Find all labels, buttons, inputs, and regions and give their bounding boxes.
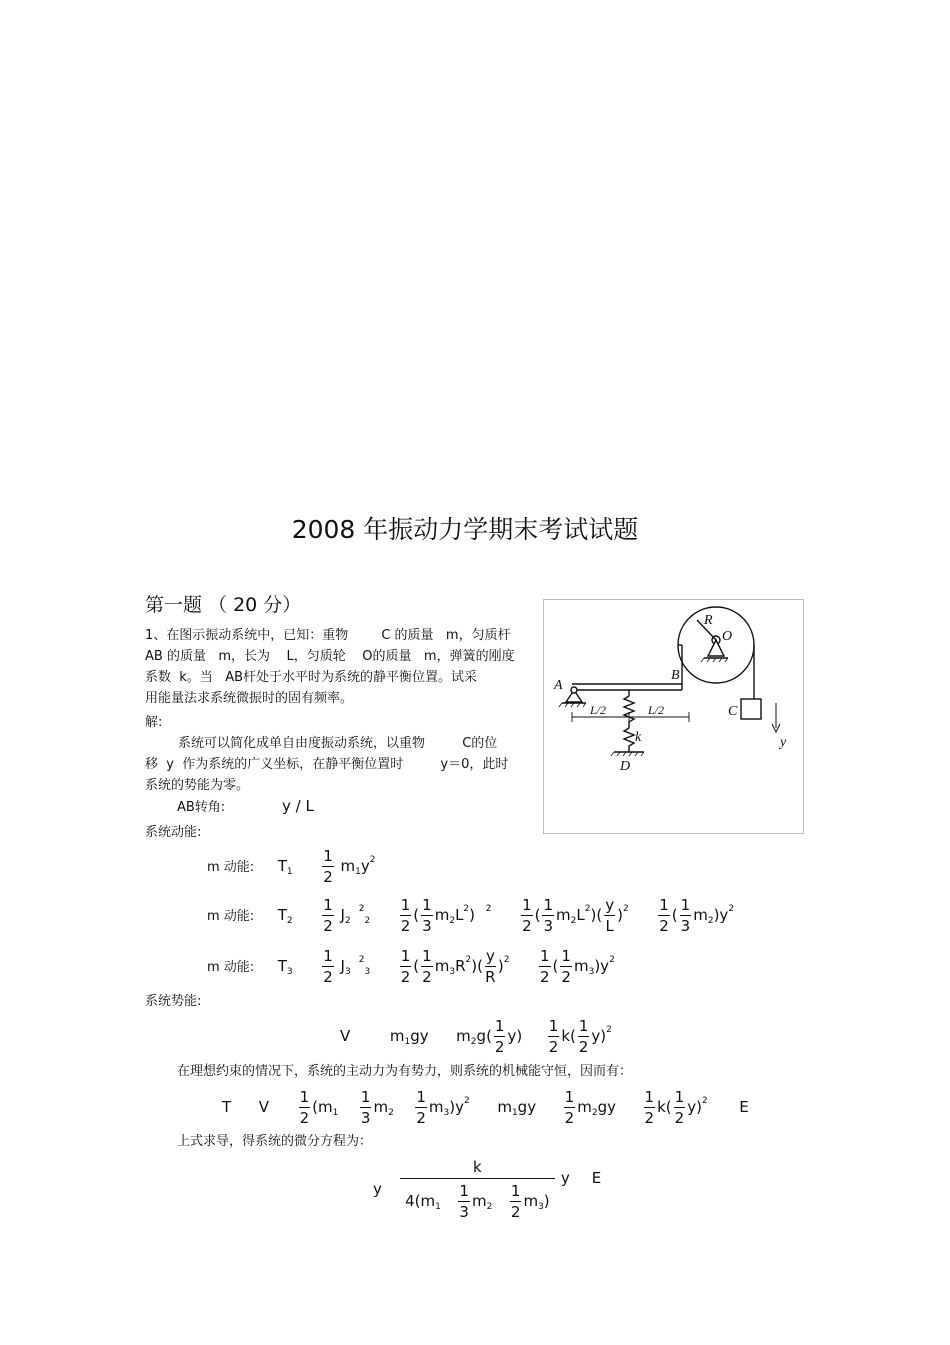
m-label: m 动能:	[207, 860, 255, 875]
problem-line: 用能量法求系统微振时的固有频率。	[145, 691, 354, 706]
figure-frame	[543, 599, 804, 834]
derivative-text: 上式求导，得系统的微分方程为：	[177, 1134, 373, 1149]
equation-potential: V $m_1gy$ $m_2g$( $\frac{1}{2}$ y) $\frac{1}{2}$ k( $\frac{1}{2}$ y)$^2$	[340, 1017, 612, 1056]
label-half-left: L/2	[590, 703, 607, 717]
problem-line: 1、在图示振动系统中，已知：重物 C 的质量 m，匀质杆	[145, 628, 511, 643]
label-A: A	[554, 678, 563, 693]
equation-differential: y k $4(m_1$ $\frac{1}{3}$ $m_2$ $\frac{1}{2}$ $m_3$) y E	[373, 1158, 602, 1221]
potential-label: 系统势能:	[145, 994, 202, 1009]
para-line: 移 y 作为系统的广义坐标，在静平衡位置时 y＝0，此时	[145, 757, 509, 772]
weight-C	[741, 699, 761, 719]
problem-line: 系数 k。当 AB杆处于水平时为系统的静平衡位置。试采	[145, 670, 478, 685]
para-line: 系统可以简化成单自由度振动系统，以重物 C的位	[178, 736, 498, 751]
label-D: D	[620, 759, 631, 774]
label-k: k	[635, 730, 642, 745]
label-R: R	[704, 613, 713, 628]
solution-para	[145, 733, 508, 796]
ab-angle-label: AB转角:	[177, 800, 226, 815]
m-label: m 动能:	[207, 909, 255, 924]
problem-line: AB 的质量 m，长为 L，匀质轮 O的质量 m，弹簧的刚度	[145, 649, 515, 664]
para-line: 系统的势能为零。	[145, 778, 250, 793]
page-title: 2008 年振动力学期末考试试题	[291, 515, 639, 544]
label-B: B	[671, 668, 680, 683]
equation-t3: m 动能: $T_3$ $\frac{1}{2}$ $J_3^2_3$ $\frac{1}{2}$ ( $\frac{1}{2}$ $m_3R^2$)( $\frac{y}{R}$ )$^2$ $\frac{1}{2}$ ( $\frac{1}{2}$ $m_3)y^2$	[207, 947, 615, 986]
label-C: C	[728, 704, 738, 719]
m-label: m 动能:	[207, 960, 255, 975]
mechanism-figure	[544, 600, 803, 833]
kinetic-label: 系统动能:	[145, 825, 202, 840]
ab-angle-expr: y / L	[282, 797, 314, 815]
solution-label: 解:	[145, 715, 163, 730]
conservation-text: 在理想约束的情况下，系统的主动力为有势力，则系统的机械能守恒，因而有：	[177, 1064, 633, 1079]
label-half-right: L/2	[648, 703, 665, 717]
label-y: y	[780, 735, 787, 750]
label-O: O	[722, 629, 733, 644]
equation-t1: m 动能: $T_1$ $\frac{1}{2}$ $m_1y^2$	[207, 847, 376, 886]
equation-t2: m 动能: $T_2$ $\frac{1}{2}$ $J_2^2_2$ $\frac{1}{2}$ ( $\frac{1}{3}$ $m_2L^2$) $^2$ $\frac{1}{2}$ ( $\frac{1}{3}$ $m_2L^2$)( $\frac{y}{L}$ )$^2$ $\frac{1}{2}$ ( $\frac{1}{3}$ $m_2)y^2$	[207, 896, 735, 935]
equation-energy: T V $\frac{1}{2}$ ($m_1$ $\frac{1}{3}$ $m_2$ $\frac{1}{2}$ $m_3)y^2$ $m_1gy$ $\frac{1}{2}$ $m_2gy$ $\frac{1}{2}$ k( $\frac{1}{2}$ y)$^2$ E	[222, 1088, 749, 1127]
section-heading: 第一题 （ 20 分）	[145, 594, 302, 616]
problem-statement	[145, 625, 515, 709]
